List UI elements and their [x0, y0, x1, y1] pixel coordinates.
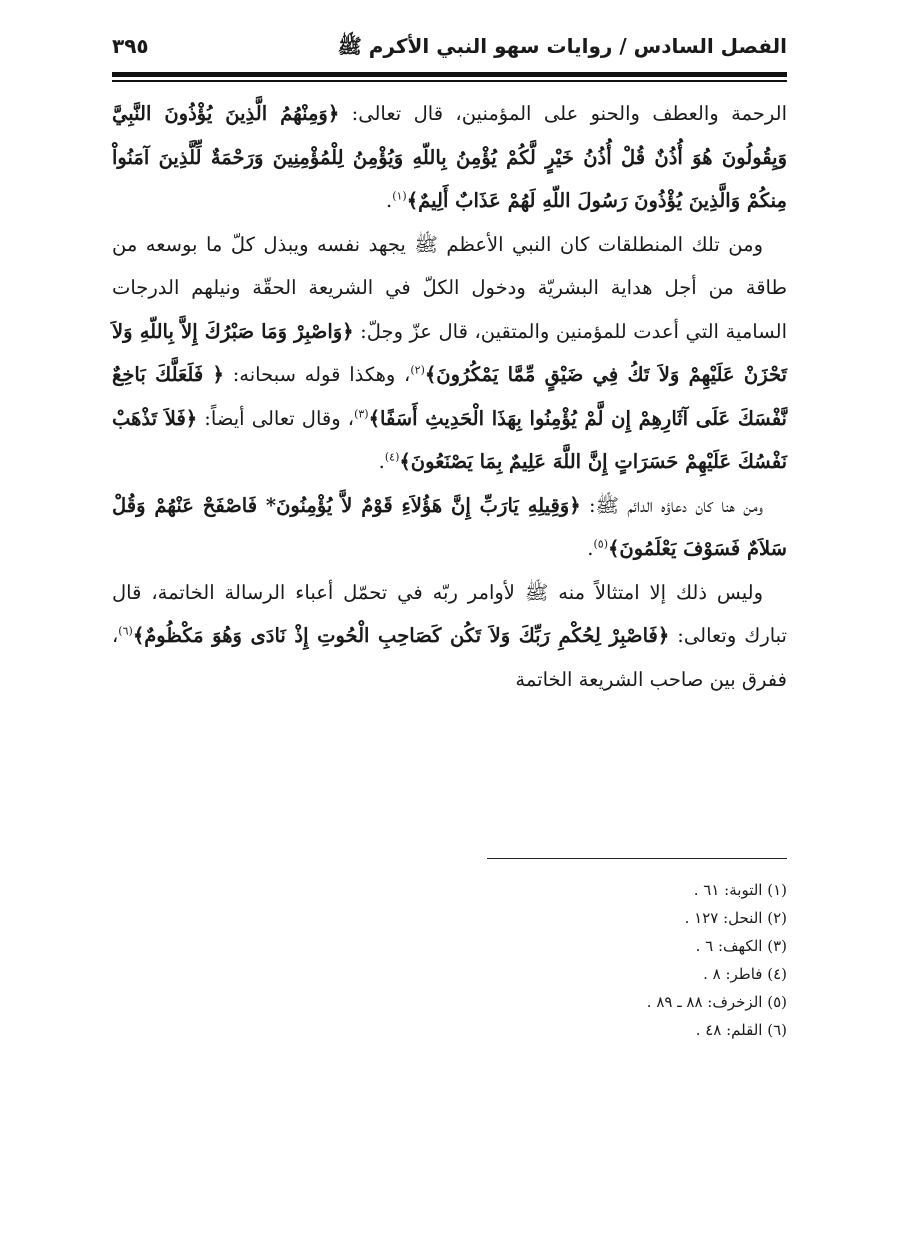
text-segment: الرحمة والعطف والحنو على المؤمنين، قال تعالى: [339, 102, 787, 125]
page-number: ٣٩٥ [112, 34, 149, 58]
text-segment: وليس ذلك إلا امتثالاً منه ﷺ لأوامر ربّه في تحمّل أعباء الرسالة الخاتمة، قال تبارك وتعالى: [112, 580, 787, 647]
paragraph [112, 92, 787, 223]
footnote-reference: (٢) [410, 363, 425, 377]
text-segment: . [587, 537, 594, 560]
text-segment: ومن تلك المنطلقات كان النبي الأعظم ﷺ يجهد نفسه ويبذل كلّ ما بوسعه من طاقة من أجل هداية البشريّة ودخول الكلّ في الشريعة الحقّة ونيلهم الدرجات السامية التي أعدت للمؤمنين والمتقين، قال عزّ وجلّ: [112, 232, 787, 343]
header-rule-thick [112, 72, 787, 77]
footnote: (٦) القلم: ٤٨ . [695, 1021, 787, 1039]
text-segment: ، ففرق بين صاحب الشريعة الخاتمة [112, 624, 787, 691]
text-segment: . [386, 189, 393, 212]
quran-verse: ﴿وَاصْبِرْ وَمَا صَبْرُكَ إِلاَّ بِاللّهِ وَلاَ تَحْزَنْ عَلَيْهِمْ وَلاَ تَكُ فِي ضَيْقٍ مِّمَّا يَمْكُرُونَ﴾ [112, 319, 787, 386]
paragraph [112, 571, 787, 702]
footnote-reference: (٥) [593, 537, 608, 551]
body-text [112, 92, 787, 701]
quran-verse: ﴿وَقِيلِهِ يَارَبِّ إِنَّ هَؤُلاَءِ قَوْمٌ لاَّ يُؤْمِنُونَ* فَاصْفَحْ عَنْهُمْ وَقُلْ سَلاَمٌ فَسَوْفَ يَعْلَمُونَ﴾ [112, 493, 787, 560]
footnote: (٢) النحل: ١٢٧ . [684, 909, 787, 927]
footnote-reference: (٣) [354, 407, 369, 420]
text-segment: ، وقال تعالى أيضاً: [197, 406, 355, 430]
footnote-reference: (٦) [118, 624, 133, 638]
header-rule-thin [112, 80, 787, 82]
quran-verse: ﴿فَاصْبِرْ لِحُكْمِ رَبِّكَ وَلاَ تَكُن كَصَاحِبِ الْحُوتِ إِذْ نَادَى وَهُوَ مَكْظُومٌ﴾ [132, 624, 670, 647]
footnote: (٣) الكهف: ٦ . [695, 937, 787, 955]
quran-verse: ﴿ فَلَعَلَّكَ بَاخِعٌ نَّفْسَكَ عَلَى آثَارِهِمْ إِن لَّمْ يُؤْمِنُوا بِهَذَا الْحَدِيثِ أَسَفًا﴾ [112, 363, 787, 430]
footnote: (٥) الزخرف: ٨٨ ـ ٨٩ . [646, 993, 787, 1011]
text-segment: . [378, 450, 385, 473]
chapter-title: الفصل السادس / روايات سهو النبي الأكرم ﷺ [337, 34, 787, 58]
paragraph [112, 484, 787, 571]
footnote-reference: (٤) [384, 450, 400, 464]
quran-verse: ﴿فَلاَ تَذْهَبْ نَفْسُكَ عَلَيْهِمْ حَسَرَاتٍ إِنَّ اللَّهَ عَلِيمٌ بِمَا يَصْنَعُونَ﴾ [112, 406, 787, 473]
quran-verse: ﴿وَمِنْهُمُ الَّذِينَ يُؤْذُونَ النَّبِيَّ وَيِقُولُونَ هُوَ أُذُنٌ قُلْ أُذُنُ خَيْرٍ لَّكُمْ يُؤْمِنُ بِاللّهِ وَيُؤْمِنُ لِلْمُؤْمِنِينَ وَرَحْمَةٌ لِّلَّذِينَ آمَنُواْ مِنكُمْ وَالَّذِينَ يُؤْذُونَ رَسُولَ اللّهِ لَهُمْ عَذَابٌ أَلِيمٌ﴾ [112, 102, 787, 212]
footnote-reference: (١) [392, 189, 407, 203]
footnote: (٤) فاطر: ٨ . [703, 965, 787, 983]
text-segment: ، وهكذا قوله سبحانه: [223, 363, 411, 386]
footnotes [367, 876, 787, 1044]
page-header [112, 28, 787, 68]
text-segment: ومن هنا كان دعاؤه الدائم ﷺ: [580, 493, 763, 517]
paragraph [112, 223, 787, 484]
footnote-separator [487, 858, 787, 859]
footnote: (١) التوبة: ٦١ . [693, 881, 787, 899]
